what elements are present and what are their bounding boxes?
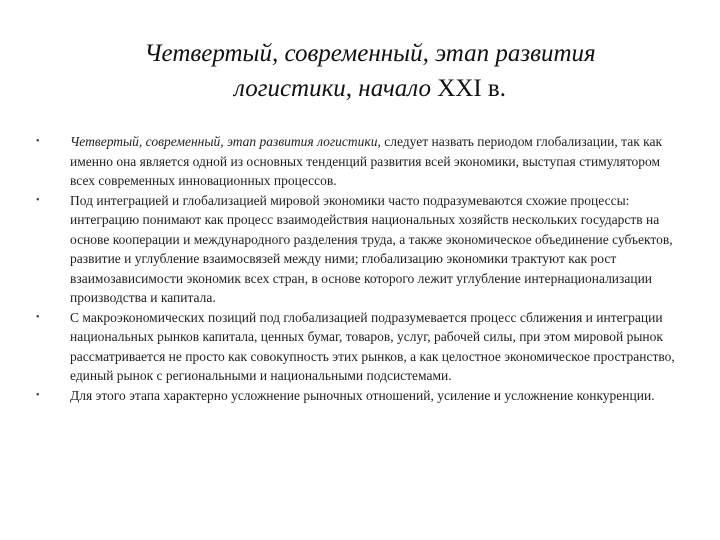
- bullet-marker-icon: •: [36, 389, 40, 401]
- bullet-text: Для этого этапа характерно усложнение рыночных отношений, усиление и усложнение конкуренции.: [70, 387, 655, 403]
- bullet-item: [36, 308, 688, 386]
- bullet-text: Под интеграцией и глобализацией мировой экономики часто подразумеваются схожие процессы: интеграцию понимают как процесс взаимодействия национальных хозяйств нескольких государств на основе кооперации и международного разделения труда, а также экономическое объединение субъектов, развитие и углубление взаимосвязей между ними; глобализацию экономики трактуют как рост взаимозависимости экономик всех стран, в основе которого лежит углубление интернационализации производства и капитала.: [70, 192, 673, 305]
- bullet-text: следует назвать периодом глобализации, так как именно она является одной из основных тенденций развития всей экономики, выступая стимулятором всех современных инновационных процессов.: [70, 134, 663, 188]
- bullet-item: [36, 132, 688, 191]
- bullet-marker-icon: •: [36, 136, 40, 147]
- bullet-marker-icon: •: [36, 194, 40, 206]
- title-line-2-italic: логистики, начало: [233, 75, 438, 102]
- slide-title: [60, 36, 680, 106]
- bullet-item: [36, 191, 688, 308]
- bullet-italic-lead: Четвертый, современный, этап развития логистики,: [70, 134, 381, 149]
- bullet-item: [36, 386, 688, 406]
- title-line-1: Четвертый, современный, этап развития: [144, 40, 596, 67]
- bullet-marker-icon: •: [36, 311, 40, 323]
- bullet-list: [36, 132, 688, 405]
- title-line-2-plain: XXI в.: [437, 75, 506, 102]
- title-line-2: [60, 71, 680, 106]
- bullet-text: С макроэкономических позиций под глобализацией подразумевается процесс сближения и интеграции национальных рынков капитала, ценных бумаг, товаров, услуг, рабочей силы, при этом мировой рынок рассматривается не просто как совокупность этих рынков, а как целостное экономическое пространство, единый рынок с региональными и национальными подсистемами.: [70, 309, 675, 383]
